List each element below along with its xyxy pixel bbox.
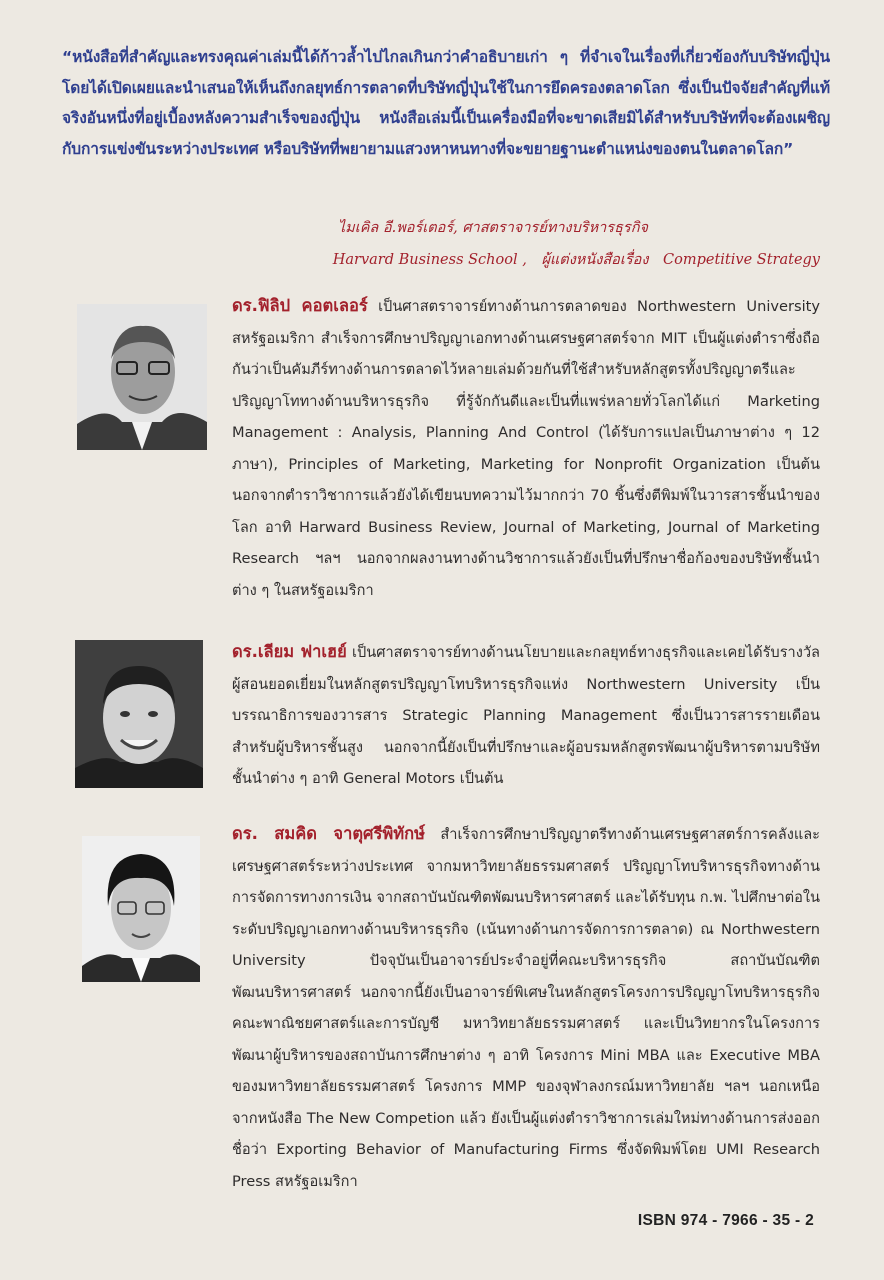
bio-name: ดร. สมคิด จาตุศรีพิทักษ์ — [232, 824, 426, 843]
quote-attribution-name: ไมเคิล อี.พอร์เตอร์, ศาสตราจารย์ทางบริหารธุรกิจ — [337, 220, 648, 236]
bio-name: ดร.ฟิลิป คอตเลอร์ — [232, 296, 368, 315]
bio-name: ดร.เลียม ฟาเฮย์ — [232, 642, 347, 661]
bio-kotler — [80, 290, 820, 606]
bio-somkid — [80, 818, 820, 1197]
attribution-school: Harvard Business School , — [332, 252, 527, 268]
quote-attribution-source — [323, 248, 820, 271]
endorsement-quote — [62, 42, 830, 164]
quote-text: “หนังสือที่สำคัญและทรงคุณค่าเล่มนี้ได้ก้าวล้ำไปไกลเกินกว่าคำอธิบายเก่า ๆ ที่จำเจในเรื่องที่เกี่ยวข้องกับบริษัทญี่ปุ่น โดยได้เปิดเผยและนำเสนอให้เห็นถึงกลยุทธ์การตลาดที่บริษัทญี่ปุ่นใช้ในการยึดครองตลาดโลก ซึ่งเป็นปัจจัยสำคัญที่แท้จริงอันหนึ่งที่อยู่เบื้องหลังความสำเร็จของญี่ปุ่น หนังสือเล่มนี้เป็นเครื่องมือที่จะขาดเสียมิได้สำหรับบริษัทที่จะต้องเผชิญกับการแข่งขันระหว่างประเทศ หรือบริษัทที่พยายามแสวงหาหนทางที่จะขยายฐานะตำแหน่งของตนในตลาดโลก” — [62, 48, 830, 158]
bio-text: เป็นศาสตราจารย์ทางด้านนโยบายและกลยุทธ์ทางธุรกิจและเคยได้รับรางวัลผู้สอนยอดเยี่ยมในหลักสูตรปริญญาโทบริหารธุรกิจแห่ง Northwestern University เป็นบรรณาธิการของวารสาร Strategic Planning Management ซึ่งเป็นวารสารรายเดือนสำหรับผู้บริหารชั้นสูง นอกจากนี้ยังเป็นที่ปรึกษาและผู้อบรมหลักสูตรพัฒนาผู้บริหารตามบริษัทชั้นนำต่าง ๆ อาทิ General Motors เป็นต้น — [232, 644, 820, 787]
bio-fahey — [80, 636, 820, 795]
bio-text: เป็นศาสตราจารย์ทางด้านการตลาดของ Northwestern University สหรัฐอเมริกา สำเร็จการศึกษาปริญญาเอกทางด้านเศรษฐศาสตร์จาก MIT เป็นผู้แต่งตำราซึ่งถือกันว่าเป็นคัมภีร์ทางด้านการตลาดไว้หลายเล่มด้วยกันที่ใช้สำหรับหลักสูตรทั้งปริญญาตรีและปริญญาโททางด้านบริหารธุรกิจ ที่รู้จักกันดีและเป็นที่แพร่หลายทั่วโลกได้แก่ Marketing Management : Analysis, Planning And Control (ได้รับการแปลเป็นภาษาต่าง ๆ 12 ภาษา), Principles of Marketing, Marketing for Nonprofit Organization เป็นต้น นอกจากตำราวิชาการแล้วยังได้เขียนบทความไว้มากกว่า 70 ชิ้นซึ่งตีพิมพ์ในวารสารชั้นนำของโลก อาทิ Harward Business Review, Journal of Marketing, Journal of Marketing Research ฯลฯ นอกจากผลงานทางด้านวิชาการแล้วยังเป็นที่ปรึกษาชื่อก้องของบริษัทชั้นนำต่าง ๆ ในสหรัฐอเมริกา — [232, 298, 821, 599]
bio-text: สำเร็จการศึกษาปริญญาตรีทางด้านเศรษฐศาสตร์การคลังและเศรษฐศาสตร์ระหว่างประเทศ จากมหาวิทยาลัยธรรมศาสตร์ ปริญญาโทบริหารธุรกิจทางด้านการจัดการทางการเงิน จากสถาบันบัณฑิตพัฒนบริหารศาสตร์ และได้รับทุน ก.พ. ไปศึกษาต่อในระดับปริญญาเอกทางด้านบริหารธุรกิจ (เน้นทางด้านการจัดการการตลาด) ณ Northwestern University ปัจจุบันเป็นอาจารย์ประจำอยู่ที่คณะบริหารธุรกิจ สถาบันบัณฑิตพัฒนบริหารศาสตร์ นอกจากนี้ยังเป็นอาจารย์พิเศษในหลักสูตรโครงการปริญญาโทบริหารธุรกิจ คณะพาณิชยศาสตร์และการบัญชี มหาวิทยาลัยธรรมศาสตร์ และเป็นวิทยากรในโครงการพัฒนาผู้บริหารของสถาบันการศึกษาต่าง ๆ อาทิ โครงการ Mini MBA และ Executive MBA ของมหาวิทยาลัยธรรมศาสตร์ โครงการ MMP ของจุฬาลงกรณ์มหาวิทยาลัย ฯลฯ นอกเหนือจากหนังสือ The New Competion แล้ว ยังเป็นผู้แต่งตำราวิชาการเล่มใหม่ทางด้านการส่งออก ชื่อว่า Exporting Behavior of Manufacturing Firms ซึ่งจัดพิมพ์โดย UMI Research Press สหรัฐอเมริกา — [232, 826, 821, 1190]
attribution-author-of: ผู้แต่งหนังสือเรื่อง — [541, 252, 649, 268]
attribution-book: Competitive Strategy — [663, 252, 820, 268]
isbn-number: ISBN 974 - 7966 - 35 - 2 — [637, 1212, 814, 1229]
